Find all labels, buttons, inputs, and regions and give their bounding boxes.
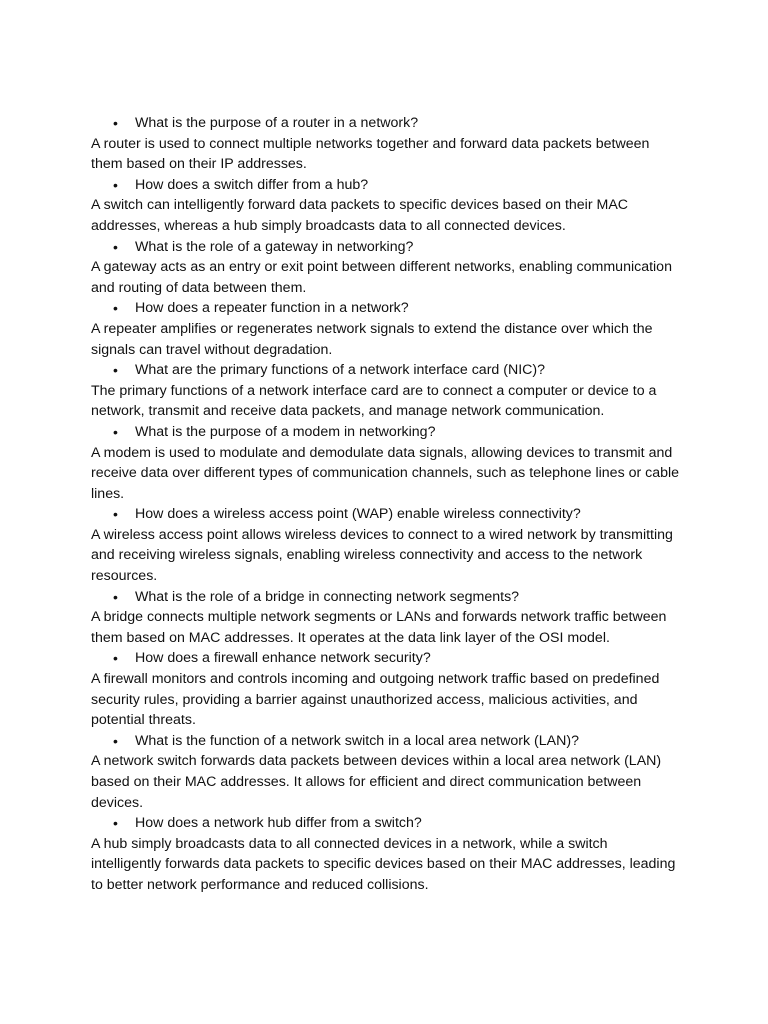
bullet-icon: • — [113, 650, 118, 667]
question — [91, 422, 681, 443]
qa-item — [91, 113, 681, 175]
question-text: What is the purpose of a modem in networking? — [135, 423, 436, 440]
answer-text: A network switch forwards data packets between devices within a local area network (LAN) based on their MAC addresses. It allows for efficient and direct communication between devices. — [91, 753, 662, 811]
bullet-icon: • — [113, 362, 118, 379]
answer-text: A router is used to connect multiple networks together and forward data packets between them based on their IP addresses. — [91, 135, 650, 173]
qa-item — [91, 813, 681, 895]
qa-item — [91, 298, 681, 360]
question-text: What is the function of a network switch in a local area network (LAN)? — [135, 732, 579, 749]
answer-text: A firewall monitors and controls incoming and outgoing network traffic based on predefined security rules, providing a barrier against unauthorized access, malicious activities, and potential threats. — [91, 671, 660, 729]
qa-item — [91, 504, 681, 586]
question-text: What is the role of a bridge in connecting network segments? — [135, 588, 520, 605]
bullet-icon: • — [113, 176, 118, 193]
answer-text: A wireless access point allows wireless devices to connect to a wired network by transmitting and receiving wireless signals, enabling wireless connectivity and access to the network resources. — [91, 526, 673, 585]
bullet-icon: • — [113, 506, 118, 523]
question-text: What are the primary functions of a network interface card (NIC)? — [135, 362, 546, 379]
document-page — [91, 113, 681, 896]
qa-item — [91, 422, 681, 504]
qa-item — [91, 175, 681, 237]
bullet-icon: • — [113, 815, 118, 832]
answer-text: A bridge connects multiple network segments or LANs and forwards network traffic between them based on MAC addresses. It operates at the data link layer of the OSI model. — [91, 609, 667, 646]
answer-text: The primary functions of a network interface card are to connect a computer or device to a network, transmit and receive data packets, and manage network communication. — [91, 382, 657, 420]
question — [91, 731, 681, 752]
bullet-icon: • — [113, 732, 118, 749]
qa-item — [91, 237, 681, 299]
answer-text: A hub simply broadcasts data to all connected devices in a network, while a switch intelligently forwards data packets to specific devices based on their MAC addresses, leading to better network performance and reduced collisions. — [91, 835, 676, 893]
bullet-icon: • — [113, 115, 118, 131]
bullet-icon: • — [113, 300, 118, 317]
question-text: What is the purpose of a router in a network? — [135, 115, 419, 131]
question-text: How does a repeater function in a network? — [135, 300, 409, 317]
question — [91, 504, 681, 525]
qa-item — [91, 731, 681, 813]
question-text: How does a wireless access point (WAP) enable wireless connectivity? — [135, 506, 581, 523]
question — [91, 360, 681, 381]
question — [91, 587, 681, 608]
question — [91, 298, 681, 319]
question — [91, 813, 681, 834]
question-text: What is the role of a gateway in networking? — [135, 238, 414, 255]
bullet-icon: • — [113, 588, 118, 605]
qa-item — [91, 360, 681, 422]
qa-item — [91, 648, 681, 730]
answer-text: A modem is used to modulate and demodulate data signals, allowing devices to transmit and receive data over different types of communication channels, such as telephone lines or cable lines. — [91, 444, 680, 502]
answer-text: A gateway acts as an entry or exit point between different networks, enabling communication and routing of data between them. — [91, 259, 672, 296]
question-text: How does a firewall enhance network security? — [135, 650, 431, 667]
bullet-icon: • — [113, 423, 118, 440]
question — [91, 175, 681, 196]
question — [91, 648, 681, 669]
question-text: How does a network hub differ from a switch? — [135, 815, 422, 832]
question — [91, 237, 681, 258]
bullet-icon: • — [113, 238, 118, 255]
answer-text: A repeater amplifies or regenerates network signals to extend the distance over which the signals can travel without degradation. — [91, 320, 653, 358]
question-text: How does a switch differ from a hub? — [135, 176, 369, 193]
qa-item — [91, 587, 681, 649]
answer-text: A switch can intelligently forward data packets to specific devices based on their MAC addresses, whereas a hub simply broadcasts data to all connected devices. — [91, 197, 629, 234]
question — [91, 113, 681, 134]
